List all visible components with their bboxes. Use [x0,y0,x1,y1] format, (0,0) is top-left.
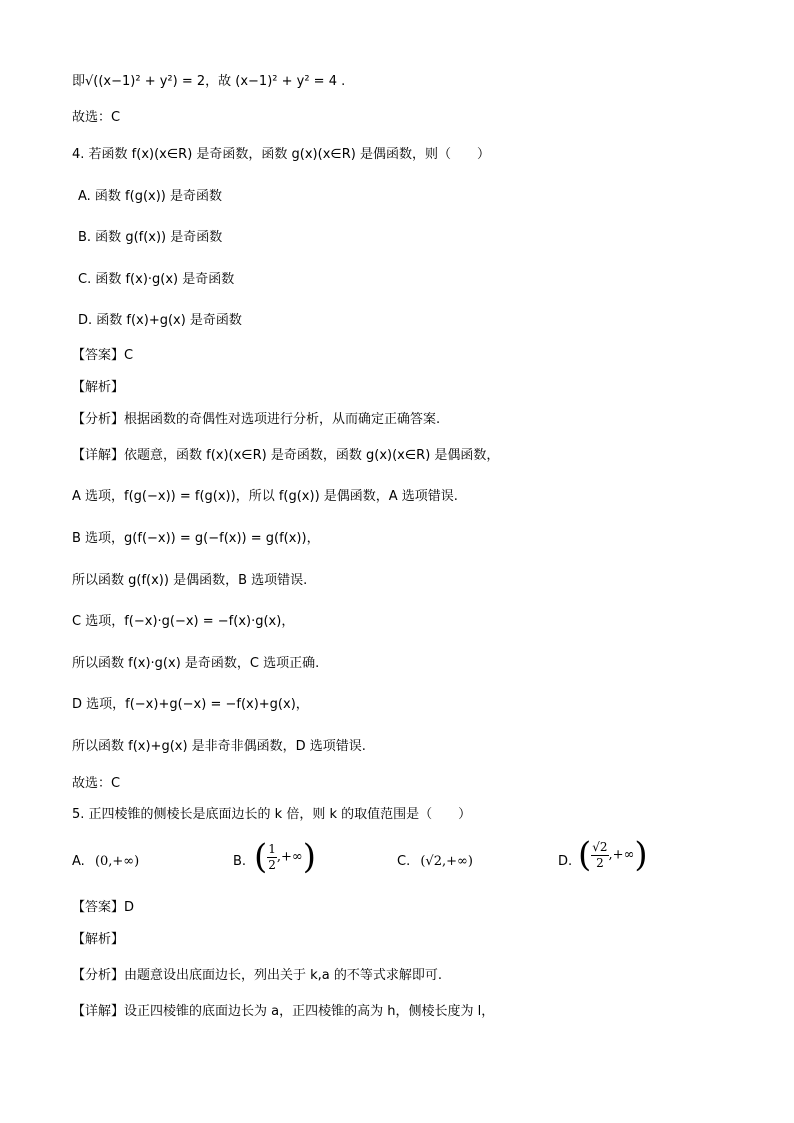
solution-option-c-conclusion: 所以函数 f(x)·g(x) 是奇函数，C 选项正确. [72,656,320,671]
option-d-label: D. [558,854,573,869]
question-4-answer: 【答案】C [72,348,134,363]
option-a-value: (0,+∞) [94,854,140,869]
solution-option-b-conclusion: 所以函数 g(f(x)) 是偶函数，B 选项错误. [72,573,308,588]
question-5-option-c [397,852,473,872]
question-4-analysis: 【分析】根据函数的奇偶性对选项进行分析，从而确定正确答案. [72,412,441,427]
solution-option-d: D 选项，f(−x)+g(−x) = −f(x)+g(x)， [72,697,309,712]
option-c-value: (√2,+∞) [420,854,473,869]
question-5-analysis: 【分析】由题意设出底面边长，列出关于 k,a 的不等式求解即可. [72,968,443,983]
option-b-fraction: $\frac{1}{2}$ [268,841,276,872]
question-4-option-c: C. 函数 f(x)·g(x) 是奇函数 [78,272,235,287]
question-4-detail: 【详解】依题意，函数 f(x)(x∈R) 是奇函数，函数 g(x)(x∈R) 是偶函数， [72,448,500,463]
question-4-option-b: B. 函数 g(f(x)) 是奇函数 [78,230,223,245]
option-a-label: A. [72,854,85,869]
option-b-label: B. [233,854,247,869]
solution-option-b: B 选项，g(f(−x)) = g(−f(x)) = g(f(x))， [72,531,320,546]
equation-line-1: 即√((x−1)² + y²) = 2，故 (x−1)² + y² = 4 . [72,74,346,89]
option-b-interval: ( $\frac{1}{2}$ ,+∞) [254,837,317,877]
option-c-label: C. [397,854,411,869]
solution-option-c: C 选项，f(−x)·g(−x) = −f(x)·g(x)， [72,614,295,629]
solution-option-a: A 选项，f(g(−x)) = f(g(x))，所以 f(g(x)) 是偶函数，A 选项错误. [72,489,458,504]
question-4-option-a: A. 函数 f(g(x)) 是奇函数 [78,189,223,204]
solution-option-d-conclusion: 所以函数 f(x)+g(x) 是非奇非偶函数，D 选项错误. [72,739,366,754]
answer-choice-line: 故选：C [72,110,121,125]
question-5-option-d [558,852,572,872]
question-5-stem: 5. 正四棱锥的侧棱长是底面边长的 k 倍，则 k 的取值范围是（ ） [72,807,472,822]
question-5-option-a [72,852,139,872]
question-4-stem: 4. 若函数 f(x)(x∈R) 是奇函数，函数 g(x)(x∈R) 是偶函数，则（ ） [72,147,490,162]
option-d-fraction: $\frac{√2}{2}$ [592,839,608,870]
option-d-interval: ( $\frac{√2}{2}$ ,+∞) [578,835,648,875]
question-4-analysis-heading: 【解析】 [72,380,125,395]
question-5-answer: 【答案】D [72,900,135,915]
question-5-option-b [233,852,246,872]
question-5-analysis-heading: 【解析】 [72,932,125,947]
question-4-option-d: D. 函数 f(x)+g(x) 是奇函数 [78,313,242,328]
question-5-detail: 【详解】设正四棱锥的底面边长为 a，正四棱锥的高为 h，侧棱长度为 l， [72,1004,495,1019]
question-4-final-choice: 故选：C [72,776,121,791]
